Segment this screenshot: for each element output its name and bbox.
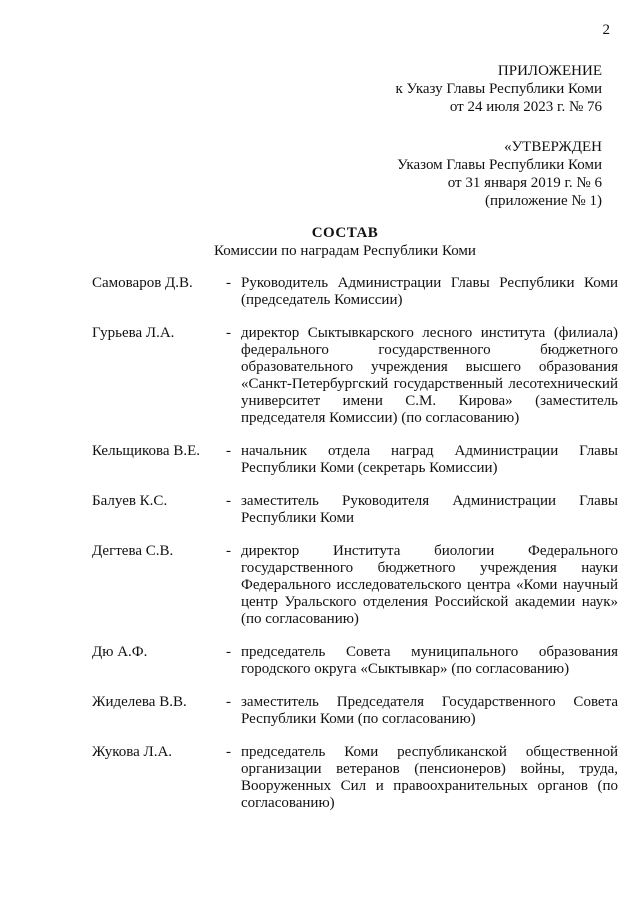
member-name: Жиделева В.В. xyxy=(92,694,187,710)
appendix-decree: к Указу Главы Республики Коми xyxy=(395,81,602,97)
appendix-label: ПРИЛОЖЕНИЕ xyxy=(497,63,602,79)
appendix-date: от 24 июля 2023 г. № 76 xyxy=(449,99,602,115)
appendix-header xyxy=(395,62,602,116)
member-dash: - xyxy=(226,443,231,459)
member-name: Гурьева Л.А. xyxy=(92,325,175,341)
member-role: начальник отдела наград Администрации Главы Республики Коми (секретарь Комиссии) xyxy=(241,443,618,476)
member-name: Самоваров Д.В. xyxy=(92,275,193,291)
approved-label: «УТВЕРЖДЕН xyxy=(504,139,602,155)
member-row xyxy=(92,443,618,477)
approved-decree: Указом Главы Республики Коми xyxy=(397,157,602,173)
member-row xyxy=(92,325,618,427)
members-list xyxy=(92,275,618,812)
member-dash: - xyxy=(226,543,231,559)
member-dash: - xyxy=(226,275,231,291)
member-name: Балуев К.С. xyxy=(92,493,168,509)
member-dash: - xyxy=(226,644,231,660)
member-row xyxy=(92,694,618,728)
member-role: Руководитель Администрации Главы Республики Коми (председатель Комиссии) xyxy=(241,275,618,308)
member-row xyxy=(92,744,618,812)
member-role: заместитель Руководителя Администрации Главы Республики Коми xyxy=(241,493,618,526)
member-role: председатель Совета муниципального образования городского округа «Сыктывкар» (по согласованию) xyxy=(241,644,618,677)
member-role: директор Института биологии Федерального государственного бюджетного учреждения науки Федерального исследовательского центра «Коми научный центр Уральского отделения Российской академии наук» (по согласованию) xyxy=(241,543,618,627)
member-role: председатель Коми республиканской общественной организации ветеранов (пенсионеров) войны, труда, Вооруженных Сил и правоохранительных органов (по согласованию) xyxy=(241,744,618,811)
member-row xyxy=(92,543,618,628)
member-dash: - xyxy=(226,694,231,710)
member-name: Кельщикова В.Е. xyxy=(92,443,200,459)
member-name: Дегтева С.В. xyxy=(92,543,174,559)
approved-header xyxy=(397,138,602,210)
document-title xyxy=(0,224,640,260)
member-dash: - xyxy=(226,493,231,509)
approved-attachment: (приложение № 1) xyxy=(484,193,602,209)
member-role: заместитель Председателя Государственного Совета Республики Коми (по согласованию) xyxy=(241,694,618,727)
member-role: директор Сыктывкарского лесного института (филиала) федерального государственного бюджетного образовательного учреждения высшего образования «Санкт-Петербургский государственный лесотехнический университет имени С.М. Кирова» (заместитель председателя Комиссии) (по согласованию) xyxy=(241,325,618,426)
approved-date: от 31 января 2019 г. № 6 xyxy=(447,175,602,191)
member-row xyxy=(92,275,618,309)
member-dash: - xyxy=(226,744,231,760)
member-dash: - xyxy=(226,325,231,341)
title-main: СОСТАВ xyxy=(311,225,379,241)
member-name: Дю А.Ф. xyxy=(92,644,148,660)
member-row xyxy=(92,644,618,678)
member-name: Жукова Л.А. xyxy=(92,744,173,760)
title-subtitle: Комиссии по наградам Республики Коми xyxy=(214,243,476,259)
page-number: 2 xyxy=(602,22,610,38)
member-row xyxy=(92,493,618,527)
